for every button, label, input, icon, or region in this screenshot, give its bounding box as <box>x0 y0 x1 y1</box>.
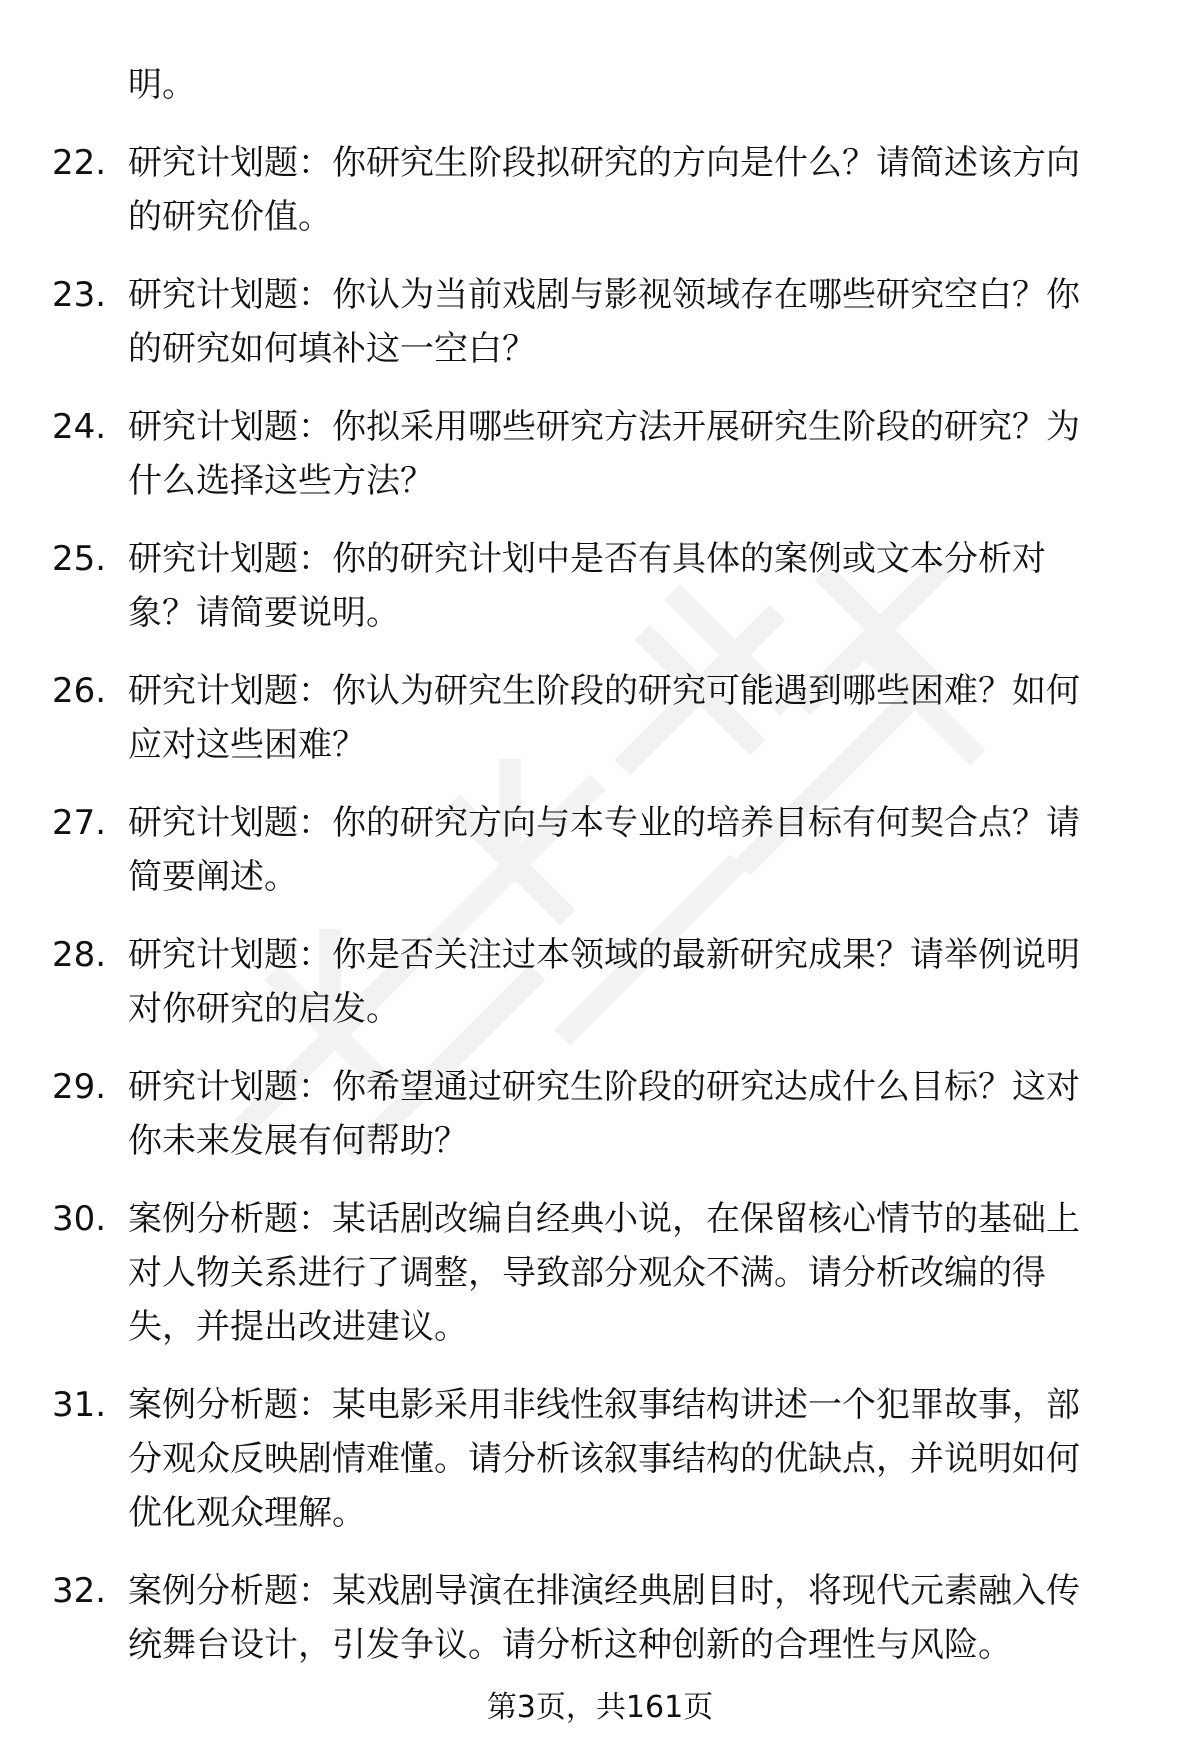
question-list <box>0 136 1200 1696</box>
question-text: 研究计划题：你的研究方向与本专业的培养目标有何契合点？请 简要阐述。 <box>128 803 1080 897</box>
list-item <box>0 1192 1140 1354</box>
question-number: 29. <box>52 1067 107 1107</box>
list-item <box>0 136 1140 244</box>
list-item <box>0 1564 1140 1672</box>
question-text: 研究计划题：你拟采用哪些研究方法开展研究生阶段的研究？为 什么选择这些方法？ <box>128 407 1080 501</box>
question-number: 23. <box>52 275 107 315</box>
question-number: 31. <box>52 1385 107 1425</box>
list-item <box>0 928 1140 1036</box>
question-number: 28. <box>52 935 107 975</box>
question-text: 研究计划题：你是否关注过本领域的最新研究成果？请举例说明 对你研究的启发。 <box>128 935 1080 1029</box>
list-item <box>0 796 1140 904</box>
list-item <box>0 1060 1140 1168</box>
question-number: 32. <box>52 1571 107 1611</box>
list-item <box>0 664 1140 772</box>
list-item <box>0 400 1140 508</box>
question-text: 案例分析题：某电影采用非线性叙事结构讲述一个犯罪故事，部 分观众反映剧情难懂。请分析该叙事结构的优缺点，并说明如何 优化观众理解。 <box>128 1385 1080 1533</box>
question-number: 26. <box>52 671 107 711</box>
list-item <box>0 532 1140 640</box>
list-item <box>0 268 1140 376</box>
question-number: 22. <box>52 143 107 183</box>
question-text: 研究计划题：你认为当前戏剧与影视领域存在哪些研究空白？你 的研究如何填补这一空白？ <box>128 275 1080 369</box>
question-number: 27. <box>52 803 107 843</box>
question-number: 24. <box>52 407 107 447</box>
list-item <box>0 1378 1140 1540</box>
question-number: 30. <box>52 1199 107 1239</box>
question-text: 研究计划题：你研究生阶段拟研究的方向是什么？请简述该方向 的研究价值。 <box>128 143 1080 237</box>
question-text: 研究计划题：你认为研究生阶段的研究可能遇到哪些困难？如何 应对这些困难？ <box>128 671 1080 765</box>
question-text: 案例分析题：某话剧改编自经典小说，在保留核心情节的基础上 对人物关系进行了调整，导致部分观众不满。请分析改编的得 失，并提出改进建议。 <box>128 1199 1080 1347</box>
question-text: 研究计划题：你希望通过研究生阶段的研究达成什么目标？这对 你未来发展有何帮助？ <box>128 1067 1080 1161</box>
question-text: 研究计划题：你的研究计划中是否有具体的案例或文本分析对 象？请简要说明。 <box>128 539 1046 633</box>
page-footer: 第3页，共161页 <box>486 1690 714 1725</box>
question-number: 25. <box>52 539 107 579</box>
continuation-text: 明。 <box>128 65 196 105</box>
question-text: 案例分析题：某戏剧导演在排演经典剧目时，将现代元素融入传 统舞台设计，引发争议。请分析这种创新的合理性与风险。 <box>128 1571 1080 1665</box>
